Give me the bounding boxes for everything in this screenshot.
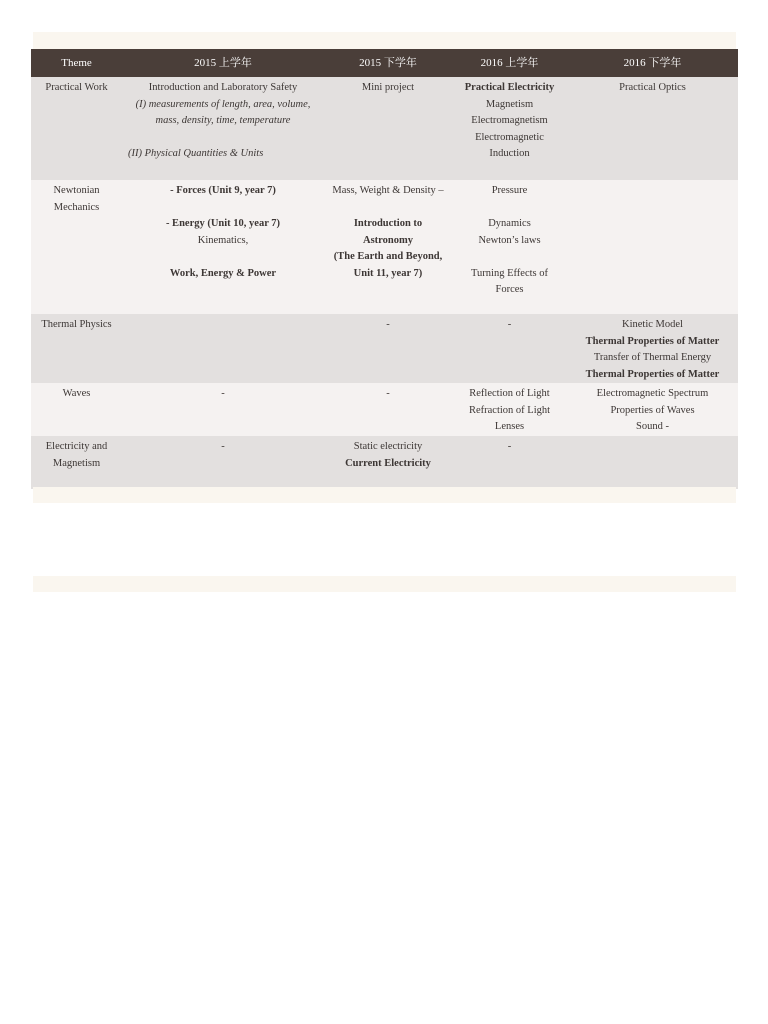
table-row bbox=[31, 436, 738, 489]
theme-label: Newtonian Mechanics bbox=[53, 185, 100, 213]
topic-text: Kinetic Model bbox=[622, 319, 683, 330]
lower-band bbox=[33, 576, 736, 592]
cell-2016-second bbox=[567, 77, 738, 180]
topic-text: Pressure bbox=[491, 185, 528, 196]
topic-text: Current Electricity bbox=[345, 457, 431, 469]
topic-text: - bbox=[507, 441, 512, 452]
topic-text: Thermal Properties of Matter bbox=[585, 368, 720, 380]
topic-text: Refraction of Light bbox=[468, 404, 551, 416]
cell-2015-second bbox=[324, 314, 452, 383]
table-bottom-band bbox=[33, 487, 736, 503]
topic-text: - bbox=[386, 388, 390, 399]
table-row bbox=[31, 180, 738, 314]
topic-text: Magnetism bbox=[485, 98, 534, 110]
cell-2016-second bbox=[567, 383, 738, 436]
topic-text: - bbox=[386, 319, 390, 330]
topic-text: Electromagnetic Induction bbox=[475, 131, 544, 159]
topic-text: Reflection of Light bbox=[469, 388, 550, 399]
cell-2016-first bbox=[452, 383, 567, 436]
topic-text: Practical Optics bbox=[619, 82, 686, 93]
curriculum-table bbox=[31, 49, 738, 489]
cell-2016-first bbox=[452, 180, 567, 314]
topic-text: Practical Electricity bbox=[464, 82, 555, 93]
cell-2016-first bbox=[452, 314, 567, 383]
column-header-2015-second-semester: 2015 下学年 bbox=[324, 49, 452, 77]
theme-label: Electricity and Magnetism bbox=[45, 441, 108, 469]
topic-text: - bbox=[507, 319, 512, 330]
cell-2015-first bbox=[122, 180, 324, 314]
topic-text: Mini project bbox=[361, 82, 415, 93]
cell-2016-first bbox=[452, 77, 567, 180]
header-row bbox=[31, 49, 738, 77]
table-row bbox=[31, 314, 738, 383]
topic-text: Electromagnetic Spectrum bbox=[596, 388, 709, 399]
table-row bbox=[31, 77, 738, 180]
topic-text: - bbox=[221, 441, 225, 452]
topic-text: Work, Energy & Power bbox=[169, 267, 277, 279]
topic-text: - Forces (Unit 9, year 7) bbox=[170, 185, 276, 196]
topic-text: Mass, Weight & Density – bbox=[332, 185, 444, 196]
cell-2015-first bbox=[122, 436, 324, 489]
cell-2016-second bbox=[567, 436, 738, 489]
cell-2015-second bbox=[324, 77, 452, 180]
topic-text: (II) Physical Quantities & Units bbox=[128, 148, 264, 159]
table-top-band bbox=[33, 32, 736, 49]
topic-text: Kinematics, bbox=[197, 234, 249, 246]
theme-label: Practical Work bbox=[45, 82, 108, 93]
column-header-2016-first-semester: 2016 上学年 bbox=[452, 49, 567, 77]
cell-2016-first bbox=[452, 436, 567, 489]
topic-text: Newton’s laws bbox=[478, 234, 541, 246]
column-header-2016-second-semester: 2016 下学年 bbox=[567, 49, 738, 77]
cell-2015-second bbox=[324, 180, 452, 314]
topic-text: Thermal Properties of Matter bbox=[585, 335, 720, 347]
topic-text: - Energy (Unit 10, year 7) bbox=[165, 218, 281, 229]
topic-text: (The Earth and Beyond, Unit 11, year 7) bbox=[333, 251, 443, 279]
column-header-2015-first-semester: 2015 上学年 bbox=[122, 49, 324, 77]
theme-label: Waves bbox=[62, 388, 91, 399]
topic-text: Introduction to Astronomy bbox=[353, 218, 423, 246]
cell-2015-first bbox=[122, 383, 324, 436]
topic-text: Sound - bbox=[636, 421, 669, 432]
topic-text: Lenses bbox=[494, 421, 525, 432]
theme-cell bbox=[31, 77, 122, 180]
topic-text: Static electricity bbox=[353, 441, 423, 452]
topic-text: (I) measurements of length, area, volume, mass, density, time, temperature bbox=[135, 98, 311, 126]
topic-text: - bbox=[221, 388, 225, 399]
topic-text: Introduction and Laboratory Safety bbox=[148, 82, 298, 93]
cell-2016-second bbox=[567, 314, 738, 383]
theme-label: Thermal Physics bbox=[41, 319, 112, 330]
cell-2015-first bbox=[122, 77, 324, 180]
topic-text: Electromagnetism bbox=[471, 115, 548, 126]
theme-cell bbox=[31, 180, 122, 314]
cell-2015-second bbox=[324, 436, 452, 489]
cell-2015-second bbox=[324, 383, 452, 436]
column-header-theme: Theme bbox=[31, 49, 122, 77]
table-row bbox=[31, 383, 738, 436]
topic-text: Properties of Waves bbox=[610, 404, 695, 416]
theme-cell bbox=[31, 436, 122, 489]
cell-2015-first bbox=[122, 314, 324, 383]
cell-2016-second bbox=[567, 180, 738, 314]
topic-text: Turning Effects of Forces bbox=[471, 267, 548, 295]
topic-text: Dynamics bbox=[488, 218, 531, 229]
theme-cell bbox=[31, 383, 122, 436]
topic-text: Transfer of Thermal Energy bbox=[593, 352, 712, 363]
theme-cell bbox=[31, 314, 122, 383]
